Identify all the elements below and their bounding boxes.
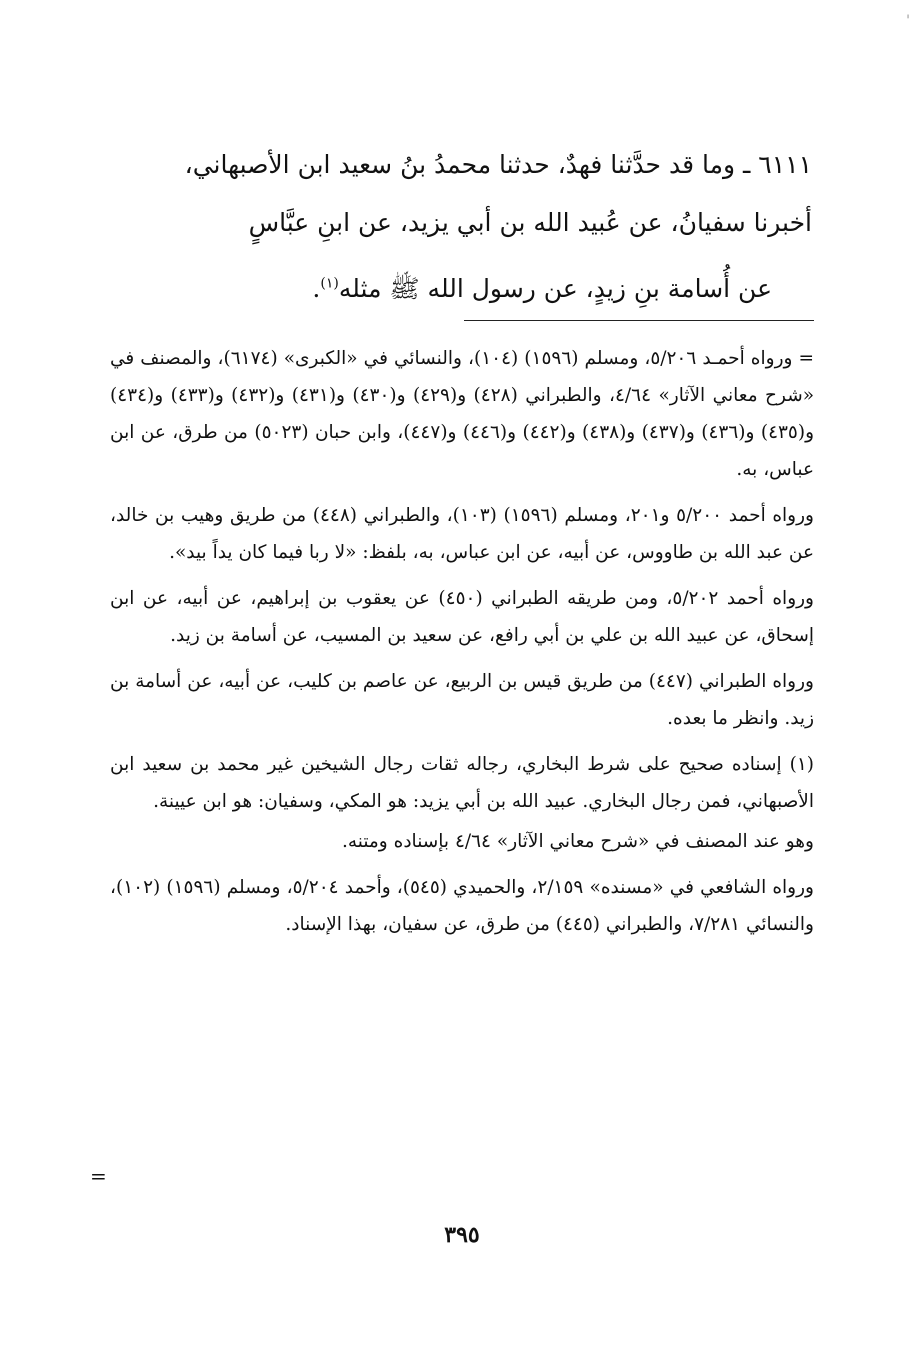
- hadith-line-3: [112, 260, 812, 318]
- footnote-paragraph-4: ورواه الطبراني (٤٤٧) من طريق قيس بن الربيع، عن عاصم بن كليب، عن أبيه، عن أسامة بن زيد. وانظر ما بعده.: [110, 671, 814, 729]
- footnote-paragraph-3: ورواه أحمد ٥/٢٠٢، ومن طريقه الطبراني (٤٥٠) عن يعقوب بن إبراهيم، عن أبيه، عن ابن إسحاق، عن عبيد الله بن علي بن أبي رافع، عن سعيد بن المسيب، عن أسامة بن زيد.: [110, 588, 814, 646]
- footnote-paragraph-1: = ورواه أحمـد ٥/٢٠٦، ومسلم (١٥٩٦) (١٠٤)، والنسائي في «الكبرى» (٦١٧٤)، والمصنف في «شرح معاني الآثار» ٤/٦٤، والطبراني (٤٢٨) و(٤٢٩) و(٤٣٠) و(٤٣١) و(٤٣٢) و(٤٣٣) و(٤٣٤) و(٤٣٥) و(٤٣٦) و(٤٣٧) و(٤٣٨) و(٤٤٢) و(٤٤٦) و(٤٤٧)، وابن حبان (٥٠٢٣) من طرق، عن ابن عباس، به.: [110, 348, 815, 480]
- hadith-line-3-end: .: [312, 274, 321, 303]
- hadith-line-2: أخبرنا سفيانُ، عن عُبيد الله بن أبي يزيد، عن ابنِ عبَّاسٍ: [248, 208, 812, 237]
- footnotes: [110, 340, 814, 952]
- footnote-divider: [464, 320, 814, 321]
- hadith-text: [112, 136, 812, 318]
- hadith-line-1: ٦١١١ ـ وما قد حدَّثنا فهدٌ، حدثنا محمدُ بنُ سعيد ابن الأصبهاني،: [184, 150, 812, 179]
- footnote-paragraph-5: (١) إسناده صحيح على شرط البخاري، رجاله ثقات رجال الشيخين غير محمد بن سعيد ابن الأصبهاني، فمن رجال البخاري. عبيد الله بن أبي يزيد: هو المكي، وسفيان: هو ابن عيينة.: [110, 754, 814, 812]
- corner-mark: ': [906, 13, 910, 29]
- footnote-paragraph-2: ورواه أحمد ٥/٢٠٠ و٢٠١، ومسلم (١٥٩٦) (١٠٣)، والطبراني (٤٤٨) من طريق وهيب بن خالد، عن عبد الله بن طاووس، عن أبيه، عن ابن عباس، به، بلفظ: «لا ربا فيما كان يداً بيد».: [110, 505, 814, 563]
- hadith-line-3-text: عن أُسامة بنِ زيدٍ، عن رسول الله ﷺ مثله: [338, 274, 772, 303]
- page-number: ٣٩٥: [444, 1222, 480, 1248]
- footnote-paragraph-7: ورواه الشافعي في «مسنده» ٢/١٥٩، والحميدي (٥٤٥)، وأحمد ٥/٢٠٤، ومسلم (١٥٩٦) (١٠٢)، والنسائي ٧/٢٨١، والطبراني (٤٤٥) من طرق، عن سفيان، بهذا الإسناد.: [110, 877, 814, 935]
- footnote-paragraph-6: وهو عند المصنف في «شرح معاني الآثار» ٤/٦٤ بإسناده ومتنه.: [341, 831, 814, 852]
- continuation-mark: =: [90, 1164, 107, 1188]
- footnote-reference: (١): [320, 275, 339, 292]
